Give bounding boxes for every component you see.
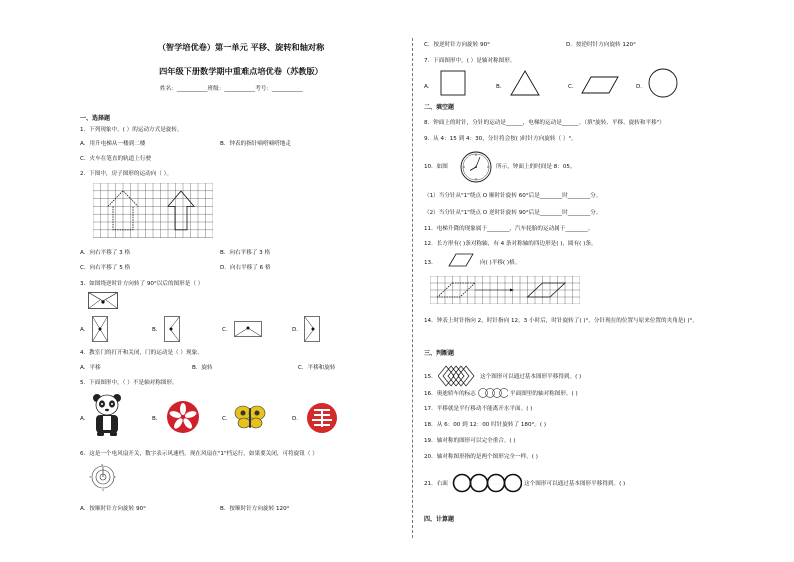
q6-option-d: D．按逆时针方向旋转 120° <box>566 42 636 48</box>
student-info: 姓名：___________班级：___________考号：___________ <box>160 86 303 92</box>
question-13-text: 向( )平移( )格。 <box>480 260 521 266</box>
diamond-chain-figure <box>438 364 478 388</box>
question-6: 6．这是一个电风扇开关，数字表示风速档。现在风扇在"1"档运行，如果要关闭，可将旋钮（ ） <box>80 451 318 457</box>
svg-text:0: 0 <box>101 463 103 467</box>
question-14: 14．钟表上时针指向 2，时针指向 12，3 小时后，时针旋转了( )°，分针现在的位置与原来位置的夹角是( )°。 <box>424 318 698 324</box>
question-10-text: 所示，钟面上的时间是 8：05。 <box>496 164 576 170</box>
double-happiness-image <box>306 402 338 434</box>
q3-option-c-figure <box>234 321 262 337</box>
q6-option-a: A．按顺时针方向旋转 90° <box>80 506 146 512</box>
section-4-heading: 四、计算题 <box>424 516 455 523</box>
svg-text:3: 3 <box>89 475 91 479</box>
audi-logo <box>478 387 508 399</box>
question-15-number: 15． <box>424 374 437 380</box>
parallelogram-figure <box>581 76 619 94</box>
section-1-heading: 一、选择题 <box>80 115 111 122</box>
small-parallelogram-figure <box>448 253 474 267</box>
question-17: 17．平移就是平行移动不能离开水平面。( ) <box>424 406 533 412</box>
svg-text:2: 2 <box>102 488 104 492</box>
q2-option-a: A．向右平移了 3 格 <box>80 250 131 256</box>
question-7: 7．下面图形中，( ）是轴对称图形。 <box>424 58 516 64</box>
q3-option-b: B． <box>152 327 162 333</box>
question-19: 19．轴对称的图形可以完全重合。( ) <box>424 438 516 444</box>
q6-option-c: C．按逆时针方向旋转 90° <box>424 42 490 48</box>
question-9: 9．从 4：15 到 4：30，分针将会按( )时针方向旋转（ ）°。 <box>424 136 577 142</box>
olympic-rings-figure <box>452 472 522 494</box>
q3-option-a-figure <box>92 316 108 342</box>
triangle-figure <box>510 70 540 96</box>
q3-option-d: D． <box>292 327 302 333</box>
question-10: 10．如图 <box>424 164 448 170</box>
q2-option-b: B．向右平移了 3 格 <box>220 250 271 256</box>
section-2-heading: 二、填空题 <box>424 104 455 111</box>
q3-option-a: A． <box>80 327 90 333</box>
bauhinia-image <box>166 400 200 434</box>
square-figure <box>440 70 466 96</box>
q3-option-c: C． <box>222 327 232 333</box>
q7-option-c: C． <box>568 84 578 90</box>
question-20: 20．轴对称图形指的是两个图形完全一样。( ) <box>424 454 538 460</box>
question-16: 平面图里的轴对称图形。( ) <box>510 391 578 397</box>
clock-figure <box>460 151 492 183</box>
q7-option-b: B． <box>496 84 506 90</box>
question-13: 13． <box>424 260 437 266</box>
q7-option-d: D． <box>636 84 646 90</box>
question-2: 2．下图中，房子图形的运动向（ ）。 <box>80 171 173 177</box>
q5-option-c: C． <box>222 416 232 422</box>
question-5: 5．下面图形中，（ ）不是轴对称图形。 <box>80 380 178 386</box>
fan-dial-figure <box>88 462 118 492</box>
q7-option-a: A． <box>424 84 434 90</box>
q4-option-b: B．旋转 <box>192 365 213 371</box>
title-line-1: （智学培优卷）第一单元 平移、旋转和轴对称 <box>157 42 325 52</box>
parallelogram-grid-figure <box>430 276 580 304</box>
question-15: 这个图形可以通过基本图形平移得到。( ) <box>480 374 582 380</box>
circle-figure <box>648 68 678 98</box>
q6-option-b: B．按顺时针方向旋转 120° <box>220 506 290 512</box>
left-column <box>80 0 402 562</box>
svg-text:1: 1 <box>114 475 116 479</box>
house-grid-figure <box>93 183 213 238</box>
question-10-part-1: （1）当分针从"1"绕点 O 顺时针旋转 60°后是________时________分。 <box>424 193 602 199</box>
title-line-2: 四年级下册数学期中重难点培优卷（苏教版） <box>159 66 323 76</box>
q4-option-a: A．平移 <box>80 365 101 371</box>
column-divider <box>412 38 413 538</box>
q2-option-c: C．向右平移了 5 格 <box>80 265 131 271</box>
question-21: 这个图形可以通过基本图形平移得到。( ) <box>524 481 626 487</box>
question-21-number: 21．右面 <box>424 481 448 487</box>
q1-option-b: B．钟表的指针嘀嗒嘀嗒地走 <box>220 141 291 147</box>
q5-option-a: A． <box>80 416 90 422</box>
right-column <box>424 0 770 562</box>
q1-option-a: A．用升电梯从一楼到二楼 <box>80 141 146 147</box>
q2-option-d: D．向右平移了 6 格 <box>220 265 271 271</box>
q3-option-d-figure <box>304 316 320 342</box>
butterfly-image <box>234 404 266 430</box>
question-4: 4．教室门的打开和关闭，门的运动是（ ）现象。 <box>80 350 203 356</box>
question-8: 8．钟面上的时针，分针的运动是______，电梯的运动是______。（填"旋转、平移、旋转和平移"） <box>424 120 665 126</box>
envelope-figure <box>88 292 118 309</box>
section-3-heading: 三、判断题 <box>424 350 455 357</box>
question-16-number: 16．奥迪轿车的标志 <box>424 391 476 397</box>
question-18: 18．从 6：00 到 12：00 时针旋转了 180°。( ) <box>424 422 547 428</box>
q5-option-b: B． <box>152 416 162 422</box>
question-11: 11．电梯升降的现象属于________，汽车轮胎的运动属于________。 <box>424 226 594 232</box>
question-12: 12．长方形有( )条对称轴，有 4 条对称轴的四边形是( )，圆有( )条。 <box>424 241 597 247</box>
question-3: 3．如图绕逆时针方向转了 90°以后的图形是（ ） <box>80 281 204 287</box>
q1-option-c: C．火车在笔直的轨道上行驶 <box>80 156 152 162</box>
q3-option-b-figure <box>164 316 180 342</box>
panda-image <box>92 393 122 437</box>
question-10-part-2: （2）当分针从"1"绕点 O 逆时针旋转 90°后是________时________分。 <box>424 210 602 216</box>
q5-option-d: D． <box>292 416 302 422</box>
question-1: 1．下列现象中，( ）的运动方式是旋转。 <box>80 127 183 133</box>
q4-option-c: C．平移和旋转 <box>298 365 336 371</box>
